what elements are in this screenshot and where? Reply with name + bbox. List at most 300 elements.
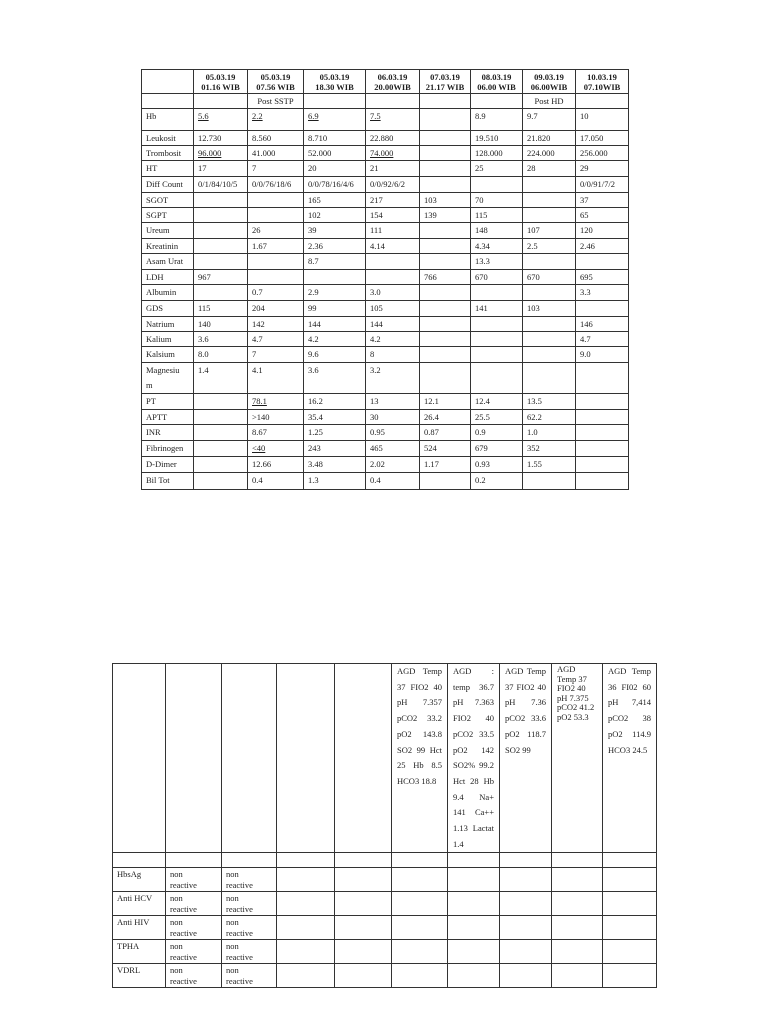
lab-value-cell [576, 285, 629, 301]
lab-value-cell [576, 193, 629, 208]
lab-value: 28 [527, 163, 536, 173]
lab-value: 2.46 [580, 241, 595, 251]
agd-line: pCO2 33.5 [453, 728, 494, 739]
lab-value-cell [366, 177, 420, 193]
lab-value-cell [304, 193, 366, 208]
serology-value-cell [166, 892, 222, 916]
empty-cell [471, 347, 523, 363]
column-time: 18.30 WIB [315, 82, 354, 92]
lab-row [142, 410, 629, 425]
agd-line: HCO3 24.5 [608, 744, 648, 755]
lab-value-cell [194, 177, 248, 193]
lab-value-cell [420, 441, 471, 457]
lab-value-cell [194, 363, 248, 394]
lab-value: 139 [424, 210, 437, 220]
empty-cell [523, 363, 576, 394]
serology-value-cell [166, 964, 222, 988]
lab-value: 217 [370, 195, 383, 205]
agd-line: 36 FI02 60 [608, 681, 651, 692]
lab-value-cell [471, 146, 523, 161]
empty-cell [194, 410, 248, 425]
empty-cell [448, 940, 500, 964]
lab-test-name: D-Dimer [146, 459, 177, 469]
column-note-cell [523, 94, 576, 109]
empty-cell [552, 868, 603, 892]
serology-test-cell [113, 892, 166, 916]
agd-line: SO2 99 Hct [397, 744, 442, 755]
lab-results-table [141, 69, 629, 490]
empty-cell [500, 892, 552, 916]
serology-value: non reactive [226, 869, 253, 891]
lab-value: 9.7 [527, 111, 538, 121]
empty-cell [603, 853, 657, 868]
lab-test-name: Asam Urat [146, 256, 184, 266]
serology-value-cell [222, 892, 277, 916]
empty-cell [277, 853, 335, 868]
lab-row [142, 193, 629, 208]
lab-test-name: Diff Count [146, 179, 183, 189]
empty-cell [448, 853, 500, 868]
lab-value: 21 [370, 163, 379, 173]
lab-value: 13.3 [475, 256, 490, 266]
lab-value: 3.48 [308, 459, 323, 469]
empty-cell [335, 916, 392, 940]
lab-value-cell [366, 131, 420, 146]
lab-value: 2.9 [308, 287, 319, 297]
lab-value-cell [248, 410, 304, 425]
lab-value-cell [366, 301, 420, 317]
empty-cell [194, 208, 248, 223]
empty-cell [576, 441, 629, 457]
lab-test-name: PT [146, 396, 156, 406]
empty-cell [552, 964, 603, 988]
lab-test-cell [142, 473, 194, 490]
lab-value: 1.55 [527, 459, 542, 469]
lab-value-cell [471, 410, 523, 425]
empty-cell [471, 317, 523, 332]
empty-cell [576, 301, 629, 317]
lab-value: 99 [308, 303, 317, 313]
lab-test-cell [142, 347, 194, 363]
lab-value-cell [194, 146, 248, 161]
lab-value-cell [366, 161, 420, 177]
empty-cell [392, 964, 448, 988]
empty-cell [420, 239, 471, 254]
lab-row [142, 208, 629, 223]
lab-test-name: Kreatinin [146, 241, 179, 251]
lab-value-cell [304, 332, 366, 347]
lab-value-cell [194, 301, 248, 317]
empty-cell [194, 394, 248, 410]
lab-test-cell [142, 394, 194, 410]
empty-cell [552, 853, 603, 868]
lab-value: 1.0 [527, 427, 538, 437]
empty-cell [392, 940, 448, 964]
note-row [142, 94, 629, 109]
lab-value-cell [248, 317, 304, 332]
agd-line: SO2% 99.2 [453, 760, 494, 771]
lab-value: 1.3 [308, 475, 319, 485]
lab-test-name: LDH [146, 272, 164, 282]
agd-line: pH 7,414 [608, 697, 651, 708]
lab-value: 141 [475, 303, 488, 313]
column-note-cell [194, 94, 248, 109]
lab-value-cell [304, 254, 366, 270]
lab-value-cell [304, 301, 366, 317]
empty-cell [576, 425, 629, 441]
empty-cell [471, 332, 523, 347]
empty-cell [603, 964, 657, 988]
empty-cell [471, 363, 523, 394]
empty-cell [194, 441, 248, 457]
column-header [576, 70, 629, 94]
empty-cell [420, 109, 471, 131]
lab-test-cell [142, 239, 194, 254]
lab-value-cell [576, 347, 629, 363]
lab-value: 4.2 [308, 334, 319, 344]
lab-test-name: APTT [146, 412, 168, 422]
lab-value: 0.2 [475, 475, 486, 485]
empty-cell [500, 853, 552, 868]
serology-test-cell [113, 940, 166, 964]
lab-test-name: HT [146, 163, 158, 173]
column-time: 06.00WIB [530, 82, 568, 92]
lab-value: 0/0/92/6/2 [370, 179, 405, 189]
column-header [471, 70, 523, 94]
empty-cell [420, 317, 471, 332]
agd-line: pO2 114.9 [608, 728, 651, 739]
lab-value-cell [304, 425, 366, 441]
lab-value: 0.9 [475, 427, 486, 437]
lab-value: 0/1/84/10/5 [198, 179, 238, 189]
lab-value: 0.95 [370, 427, 385, 437]
lab-value-cell [471, 270, 523, 285]
empty-cell [552, 916, 603, 940]
column-time: 06.00 WIB [477, 82, 516, 92]
serology-value: non reactive [226, 941, 253, 963]
empty-cell [420, 332, 471, 347]
lab-value-cell [366, 223, 420, 239]
agd-line: temp 36.7 [453, 681, 494, 692]
lab-row [142, 177, 629, 193]
column-note-cell [366, 94, 420, 109]
lab-row [142, 109, 629, 131]
serology-value-cell [222, 964, 277, 988]
lab-value: 12.66 [252, 459, 272, 469]
lab-value-cell [523, 223, 576, 239]
lab-value: 695 [580, 272, 593, 282]
serology-test-cell [113, 964, 166, 988]
lab-value-cell [304, 239, 366, 254]
lab-value-cell [366, 363, 420, 394]
empty-cell [113, 853, 166, 868]
agd-result-cell [552, 664, 603, 853]
agd-line: 37 FIO2 40 [397, 681, 442, 692]
lab-value: 102 [308, 210, 321, 220]
lab-value-cell [366, 146, 420, 161]
lab-value: 10 [580, 111, 589, 121]
lab-value-cell [471, 301, 523, 317]
blood-gas-serology-table [112, 663, 657, 988]
lab-row [142, 425, 629, 441]
lab-value-cell [304, 208, 366, 223]
empty-cell [194, 473, 248, 490]
lab-value: 6.9 [308, 111, 319, 121]
lab-value: 967 [198, 272, 211, 282]
lab-value-cell [420, 270, 471, 285]
agd-line: pO2 118.7 [505, 728, 546, 739]
lab-test-cell [142, 193, 194, 208]
empty-cell [523, 332, 576, 347]
lab-test-name: Magnesium [146, 365, 180, 390]
column-note-cell [420, 94, 471, 109]
serology-row [113, 892, 657, 916]
empty-cell [335, 853, 392, 868]
empty-cell [392, 892, 448, 916]
empty-cell [335, 664, 392, 853]
lab-value-cell [366, 285, 420, 301]
serology-test-name: Anti HCV [117, 893, 153, 904]
serology-value: non reactive [226, 893, 253, 915]
lab-value: 4.1 [252, 365, 263, 375]
column-date: 06.03.19 [377, 72, 408, 82]
lab-value-cell [248, 425, 304, 441]
empty-cell [420, 301, 471, 317]
lab-value-cell [248, 146, 304, 161]
agd-line: SO2 99 [505, 744, 531, 755]
lab-value-cell [523, 394, 576, 410]
empty-cell [194, 457, 248, 473]
lab-value: 115 [475, 210, 488, 220]
lab-value-cell [304, 146, 366, 161]
lab-row [142, 394, 629, 410]
empty-cell [448, 868, 500, 892]
serology-test-name: VDRL [117, 965, 141, 976]
agd-line: FIO2 40 [557, 683, 586, 694]
lab-value: 4.7 [580, 334, 591, 344]
lab-value: 4.34 [475, 241, 490, 251]
lab-test-name: Ureum [146, 225, 170, 235]
lab-test-cell [142, 317, 194, 332]
lab-value-cell [471, 161, 523, 177]
empty-cell [194, 425, 248, 441]
lab-value: 39 [308, 225, 317, 235]
empty-cell [576, 457, 629, 473]
column-header [366, 70, 420, 94]
lab-value: 1.67 [252, 241, 267, 251]
serology-row [113, 868, 657, 892]
lab-value: 0.93 [475, 459, 490, 469]
agd-line: 1.13 Lactat [453, 823, 494, 834]
lab-test-cell [142, 223, 194, 239]
lab-test-cell [142, 285, 194, 301]
empty-cell [603, 892, 657, 916]
lab-value-cell [523, 441, 576, 457]
serology-value: non reactive [170, 893, 197, 915]
column-time: 21.17 WIB [425, 82, 465, 92]
lab-value-cell [194, 332, 248, 347]
lab-value-cell [248, 394, 304, 410]
lab-value: 2.36 [308, 241, 323, 251]
serology-value-cell [166, 940, 222, 964]
lab-value-cell [523, 131, 576, 146]
lab-value: 4.2 [370, 334, 381, 344]
lab-value-cell [471, 473, 523, 490]
empty-cell [335, 940, 392, 964]
lab-value-cell [304, 363, 366, 394]
lab-value: 26.4 [424, 412, 439, 422]
empty-cell [277, 916, 335, 940]
lab-value: 105 [370, 303, 383, 313]
lab-value-cell [304, 457, 366, 473]
lab-value: 0.4 [370, 475, 381, 485]
lab-row [142, 285, 629, 301]
empty-cell [523, 208, 576, 223]
column-note-cell [471, 94, 523, 109]
column-time: 01.16 WIB [201, 82, 240, 92]
column-header [304, 70, 366, 94]
empty-cell [420, 131, 471, 146]
lab-value-cell [420, 394, 471, 410]
lab-value: >140 [252, 412, 270, 422]
lab-value: 103 [527, 303, 540, 313]
empty-cell [523, 254, 576, 270]
lab-value: 670 [475, 272, 488, 282]
agd-result-cell [448, 664, 500, 853]
serology-value-cell [222, 868, 277, 892]
empty-cell [523, 347, 576, 363]
lab-row [142, 239, 629, 254]
lab-value-cell [304, 177, 366, 193]
lab-value: 0/0/91/7/2 [580, 179, 615, 189]
lab-row [142, 457, 629, 473]
lab-value: 224.000 [527, 148, 555, 158]
lab-test-cell [142, 332, 194, 347]
blood-gas-serology-body [113, 664, 657, 988]
lab-value: 148 [475, 225, 488, 235]
lab-value-cell [576, 109, 629, 131]
lab-value-cell [523, 161, 576, 177]
lab-value-cell [304, 410, 366, 425]
lab-value-cell [523, 457, 576, 473]
lab-value-cell [366, 193, 420, 208]
empty-cell [335, 892, 392, 916]
serology-value: non reactive [170, 941, 197, 963]
lab-value-cell [523, 270, 576, 285]
lab-value: 142 [252, 319, 265, 329]
agd-line: pH 7.363 [453, 697, 494, 708]
lab-value-cell [576, 161, 629, 177]
agd-line: pH 7.36 [505, 697, 546, 708]
column-note-cell [576, 94, 629, 109]
empty-cell [248, 208, 304, 223]
lab-value-cell [304, 131, 366, 146]
lab-value: 8.67 [252, 427, 267, 437]
lab-value-cell [420, 457, 471, 473]
lab-value: 146 [580, 319, 593, 329]
lab-value-cell [471, 394, 523, 410]
lab-value: 204 [252, 303, 265, 313]
lab-value: 16.2 [308, 396, 323, 406]
lab-value-cell [304, 347, 366, 363]
lab-value-cell [194, 317, 248, 332]
lab-value-cell [248, 441, 304, 457]
lab-value: 4.7 [252, 334, 263, 344]
lab-value: 0/0/78/16/4/6 [308, 179, 354, 189]
agd-result-cell [392, 664, 448, 853]
lab-test-cell [142, 301, 194, 317]
serology-value: non reactive [170, 917, 197, 939]
lab-value: 17.050 [580, 133, 604, 143]
empty-cell [392, 868, 448, 892]
column-date: 08.03.19 [481, 72, 512, 82]
lab-row [142, 317, 629, 332]
lab-value-cell [576, 239, 629, 254]
empty-cell [500, 868, 552, 892]
lab-value: 12.1 [424, 396, 439, 406]
column-time: 07.56 WIB [256, 82, 295, 92]
lab-row [142, 332, 629, 347]
column-time: 07.10WIB [583, 82, 621, 92]
lab-value: 19.510 [475, 133, 499, 143]
lab-value-cell [248, 177, 304, 193]
lab-value-cell [576, 177, 629, 193]
lab-value-cell [471, 457, 523, 473]
lab-value-cell [366, 457, 420, 473]
lab-value: 4.14 [370, 241, 385, 251]
agd-line: 25 Hb 8.5 [397, 760, 442, 771]
agd-line: FIO2 40 [453, 713, 494, 724]
agd-line: 141 Ca++ [453, 807, 494, 818]
empty-cell [194, 239, 248, 254]
lab-test-name: Trombosit [146, 148, 182, 158]
lab-value-cell [471, 208, 523, 223]
lab-value: 52.000 [308, 148, 332, 158]
lab-test-cell [142, 457, 194, 473]
empty-cell [277, 940, 335, 964]
empty-cell [366, 254, 420, 270]
empty-cell [277, 964, 335, 988]
lab-value: 20 [308, 163, 317, 173]
header-row [142, 70, 629, 94]
lab-test-cell [142, 254, 194, 270]
empty-cell [420, 254, 471, 270]
lab-value: 8.9 [475, 111, 486, 121]
lab-value-cell [523, 410, 576, 425]
lab-value-cell [420, 410, 471, 425]
agd-result-cell [603, 664, 657, 853]
empty-cell [222, 853, 277, 868]
lab-value: 128.000 [475, 148, 503, 158]
spacer-row [113, 853, 657, 868]
empty-cell [603, 868, 657, 892]
lab-value-cell [366, 332, 420, 347]
lab-value-cell [248, 363, 304, 394]
lab-value: 8.560 [252, 133, 272, 143]
lab-value: 3.2 [370, 365, 381, 375]
lab-value-cell [471, 425, 523, 441]
lab-value: 13 [370, 396, 379, 406]
column-date: 09.03.19 [534, 72, 564, 82]
lab-value-cell [420, 425, 471, 441]
agd-line: AGD : [453, 666, 494, 676]
lab-value: 8.7 [308, 256, 319, 266]
serology-row [113, 964, 657, 988]
blood-gas-row [113, 664, 657, 853]
lab-value-cell [523, 239, 576, 254]
lab-row [142, 146, 629, 161]
lab-value-cell [194, 131, 248, 146]
